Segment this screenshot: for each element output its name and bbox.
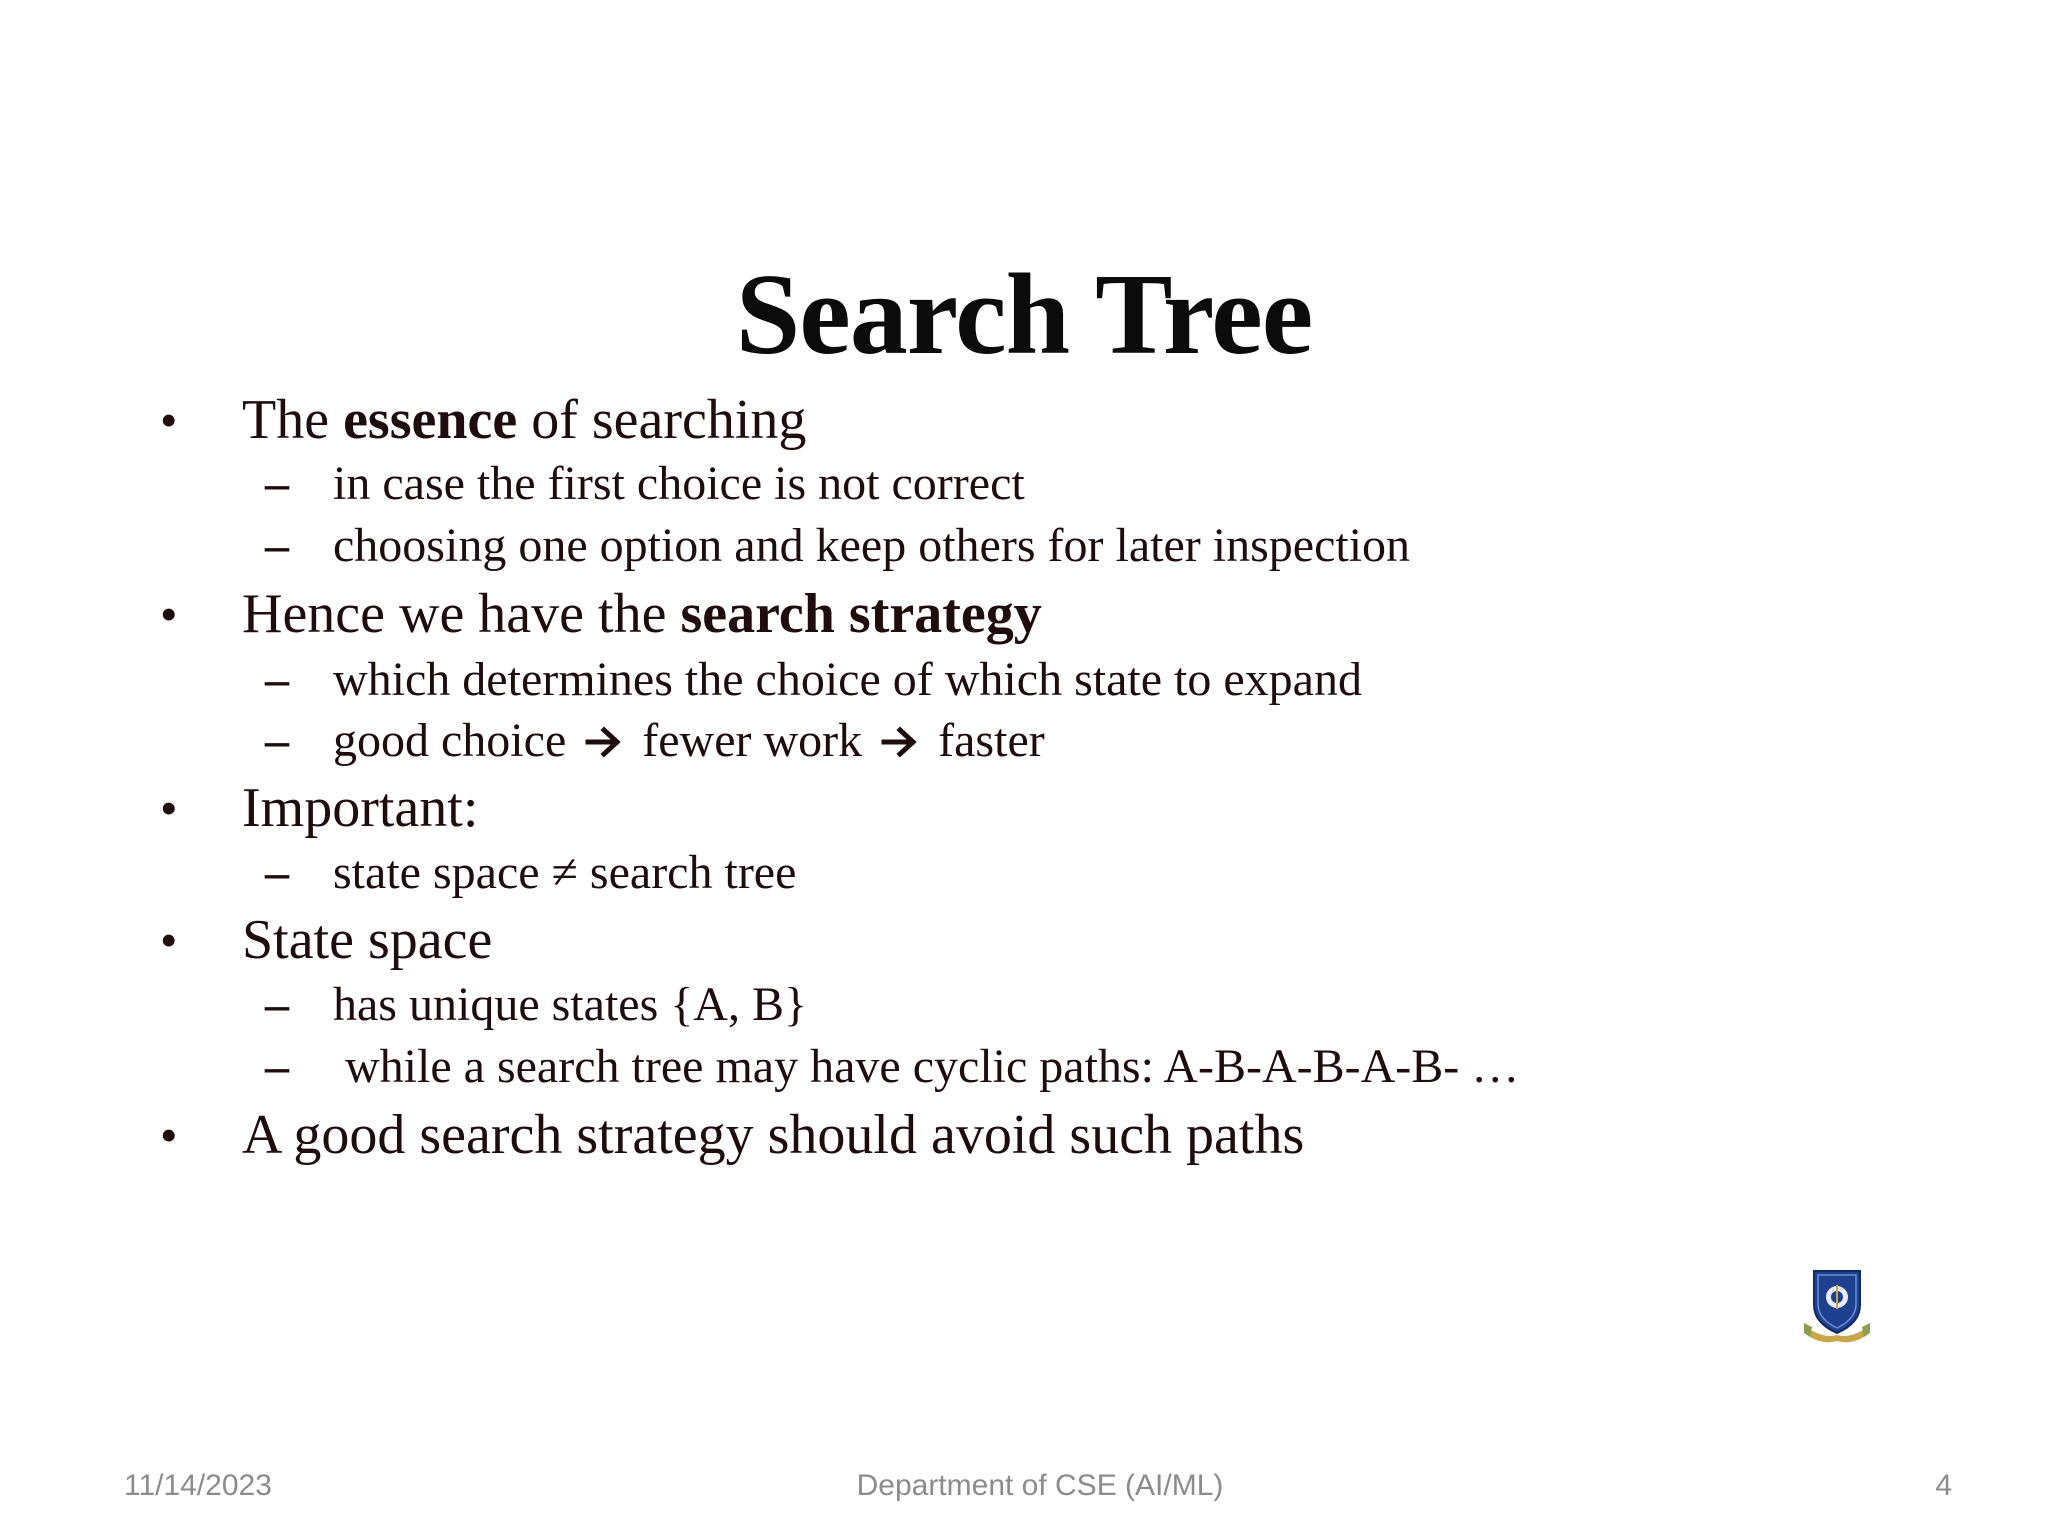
- footer-page-number: 4: [1935, 1469, 1952, 1502]
- bullet-marker: •: [160, 912, 178, 968]
- footer-date: 11/14/2023: [124, 1469, 272, 1502]
- college-crest-logo: [1804, 1265, 1870, 1345]
- dash-marker: –: [265, 653, 289, 706]
- right-arrow-icon: [584, 724, 624, 760]
- dash-marker: –: [265, 457, 289, 510]
- sub-bullet-text: which determines the choice of which state to expand: [333, 653, 1362, 706]
- dash-marker: –: [265, 519, 289, 572]
- slide-title: Search Tree: [735, 251, 1313, 379]
- sub-bullet-text: state space ≠ search tree: [333, 846, 797, 899]
- sub-bullet-text: good choice fewer work faster: [333, 714, 1045, 767]
- bullet-marker: •: [160, 392, 178, 448]
- bullet-text: A good search strategy should avoid such paths: [242, 1104, 1305, 1166]
- bullet-text: State space: [242, 909, 493, 971]
- dash-marker: –: [265, 1040, 289, 1093]
- sub-bullet-text: while a search tree may have cyclic paths: A-B-A-B-A-B- …: [345, 1040, 1520, 1093]
- dash-marker: –: [265, 978, 289, 1031]
- sub-bullet-text: choosing one option and keep others for later inspection: [333, 519, 1411, 572]
- bullet-marker: •: [160, 1107, 178, 1163]
- bullet-marker: •: [160, 780, 178, 836]
- dash-marker: –: [265, 714, 289, 767]
- bullet-text: Important:: [242, 777, 479, 839]
- right-arrow-icon: [880, 724, 920, 760]
- sub-bullet-text: in case the first choice is not correct: [333, 457, 1025, 510]
- footer-department: Department of CSE (AI/ML): [856, 1469, 1224, 1502]
- dash-marker: –: [265, 846, 289, 899]
- bullet-text: The essence of searching: [242, 389, 807, 451]
- sub-bullet-text: has unique states {A, B}: [333, 978, 808, 1031]
- bullet-text: Hence we have the search strategy: [242, 583, 1042, 645]
- bullet-marker: •: [160, 586, 178, 642]
